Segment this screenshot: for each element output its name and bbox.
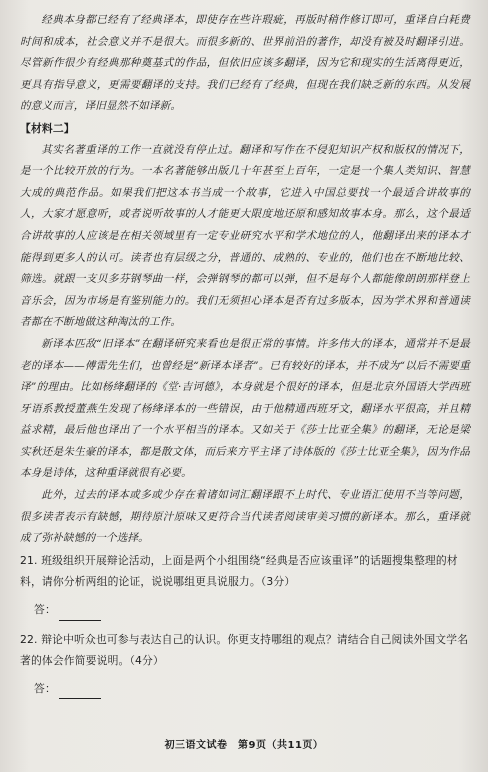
question-21-answer: [34, 599, 470, 621]
question-22-number: 22.: [20, 632, 38, 646]
question-21-text: 班级组织开展辩论活动，上面是两个小组围绕“经典是否应该重译”的话题搜集整理的材料，请你分析两组的论证，说说哪组更具说服力。（3分）: [20, 553, 458, 589]
question-22-answer-label: 答：: [34, 681, 56, 695]
material2-paragraph-3: 此外，过去的译本或多或少存在着诸如词汇翻译跟不上时代、专业语汇使用不当等问题，很多读者表示有缺憾，期待原汁原味又更符合当代读者阅读审美习惯的新译本。那么，重译就成了弥补缺憾的一个选择。: [20, 489, 470, 545]
question-21-answer-blank[interactable]: [59, 608, 101, 621]
material2-paragraph-1: 其实名著重译的工作一直就没有停止过。翻译和写作在不侵犯知识产权和版权的情况下，是一个比较开放的行为。一本名著能够出版几十年甚至上百年，一定是一个集人类知识、智慧大成的典范作品。如果我们把这本书当成一个故事，它进入中国总要找一个最适合讲故事的人，大家才愿意听，或者说听故事的人才能更大限度地还原和感知故事本身。那么，这个最适合讲故事的人应该是在相关领域里有一定专业研究水平和学术地位的人，他翻译出来的译本才能得到更多人的认可。读者也有层级之分，普通的、成熟的、专业的，他们也在不断地比较、筛选。就跟一支贝多芬钢琴曲一样，会弹钢琴的都可以弹，但不是每个人都能像朗朗那样登上音乐会，因为市场是有鉴别能力的。我们无须担心译本是否有过多版本，因为学术界和普通读者都在不断地做这种淘汰的工作。: [20, 143, 470, 329]
question-21-answer-label: 答：: [34, 603, 56, 617]
page-content: [20, 10, 470, 707]
material2-heading: 【材料二】: [20, 121, 75, 135]
question-21-number: 21.: [20, 553, 38, 567]
material1-continuation: 经典本身都已经有了经典译本，即使存在些许瑕疵，再版时稍作修订即可，重译自白耗费时间和成本，社会意义并不是很大。而很多新的、世界前沿的著作，却没有被及时翻译引进。尽管新作很少有经典那种奠基式的作品，但依旧应该多翻译，因为它和现实的生活离得更近，更具有指导意义，更需要翻译的支持。我们已经有了经典，但现在我们缺乏新的东西。从发展的意义而言，译旧显然不如译新。: [20, 14, 470, 113]
question-22-text: 辩论中听众也可参与表达自己的认识。你更支持哪组的观点？请结合自己阅读外国文学名著的体会作简要说明。（4分）: [20, 632, 469, 668]
question-22-answer: [34, 678, 470, 700]
question-22-answer-blank[interactable]: [59, 686, 101, 699]
page-footer: 初三语文试卷 第9页（共11页）: [164, 740, 324, 751]
material2-paragraph-2: 新译本匹敌“旧译本”在翻译研究来看也是很正常的事情。许多伟大的译本，通常并不是最老的译本——傅雷先生们，也曾经是“新译本译者”。已有较好的译本，并不成为“以后不需要重译”的理由。比如杨绛翻译的《堂·吉诃德》，本身就是个很好的译本，但是北京外国语大学西班牙语系教授董燕生发现了杨绛译本的一些错误，由于他精通西班牙文，翻译水平很高，并且精益求精，最后他也译出了一个水平相当的译本。又如关于《莎士比亚全集》的翻译，无论是梁实秋还是朱生豪的译本，都是散文体，而后来方平主译了诗体版的《莎士比亚全集》，因为作品本身是诗体，这种重译就很有必要。: [20, 337, 470, 480]
question-22: [20, 629, 470, 672]
question-21: [20, 550, 470, 593]
